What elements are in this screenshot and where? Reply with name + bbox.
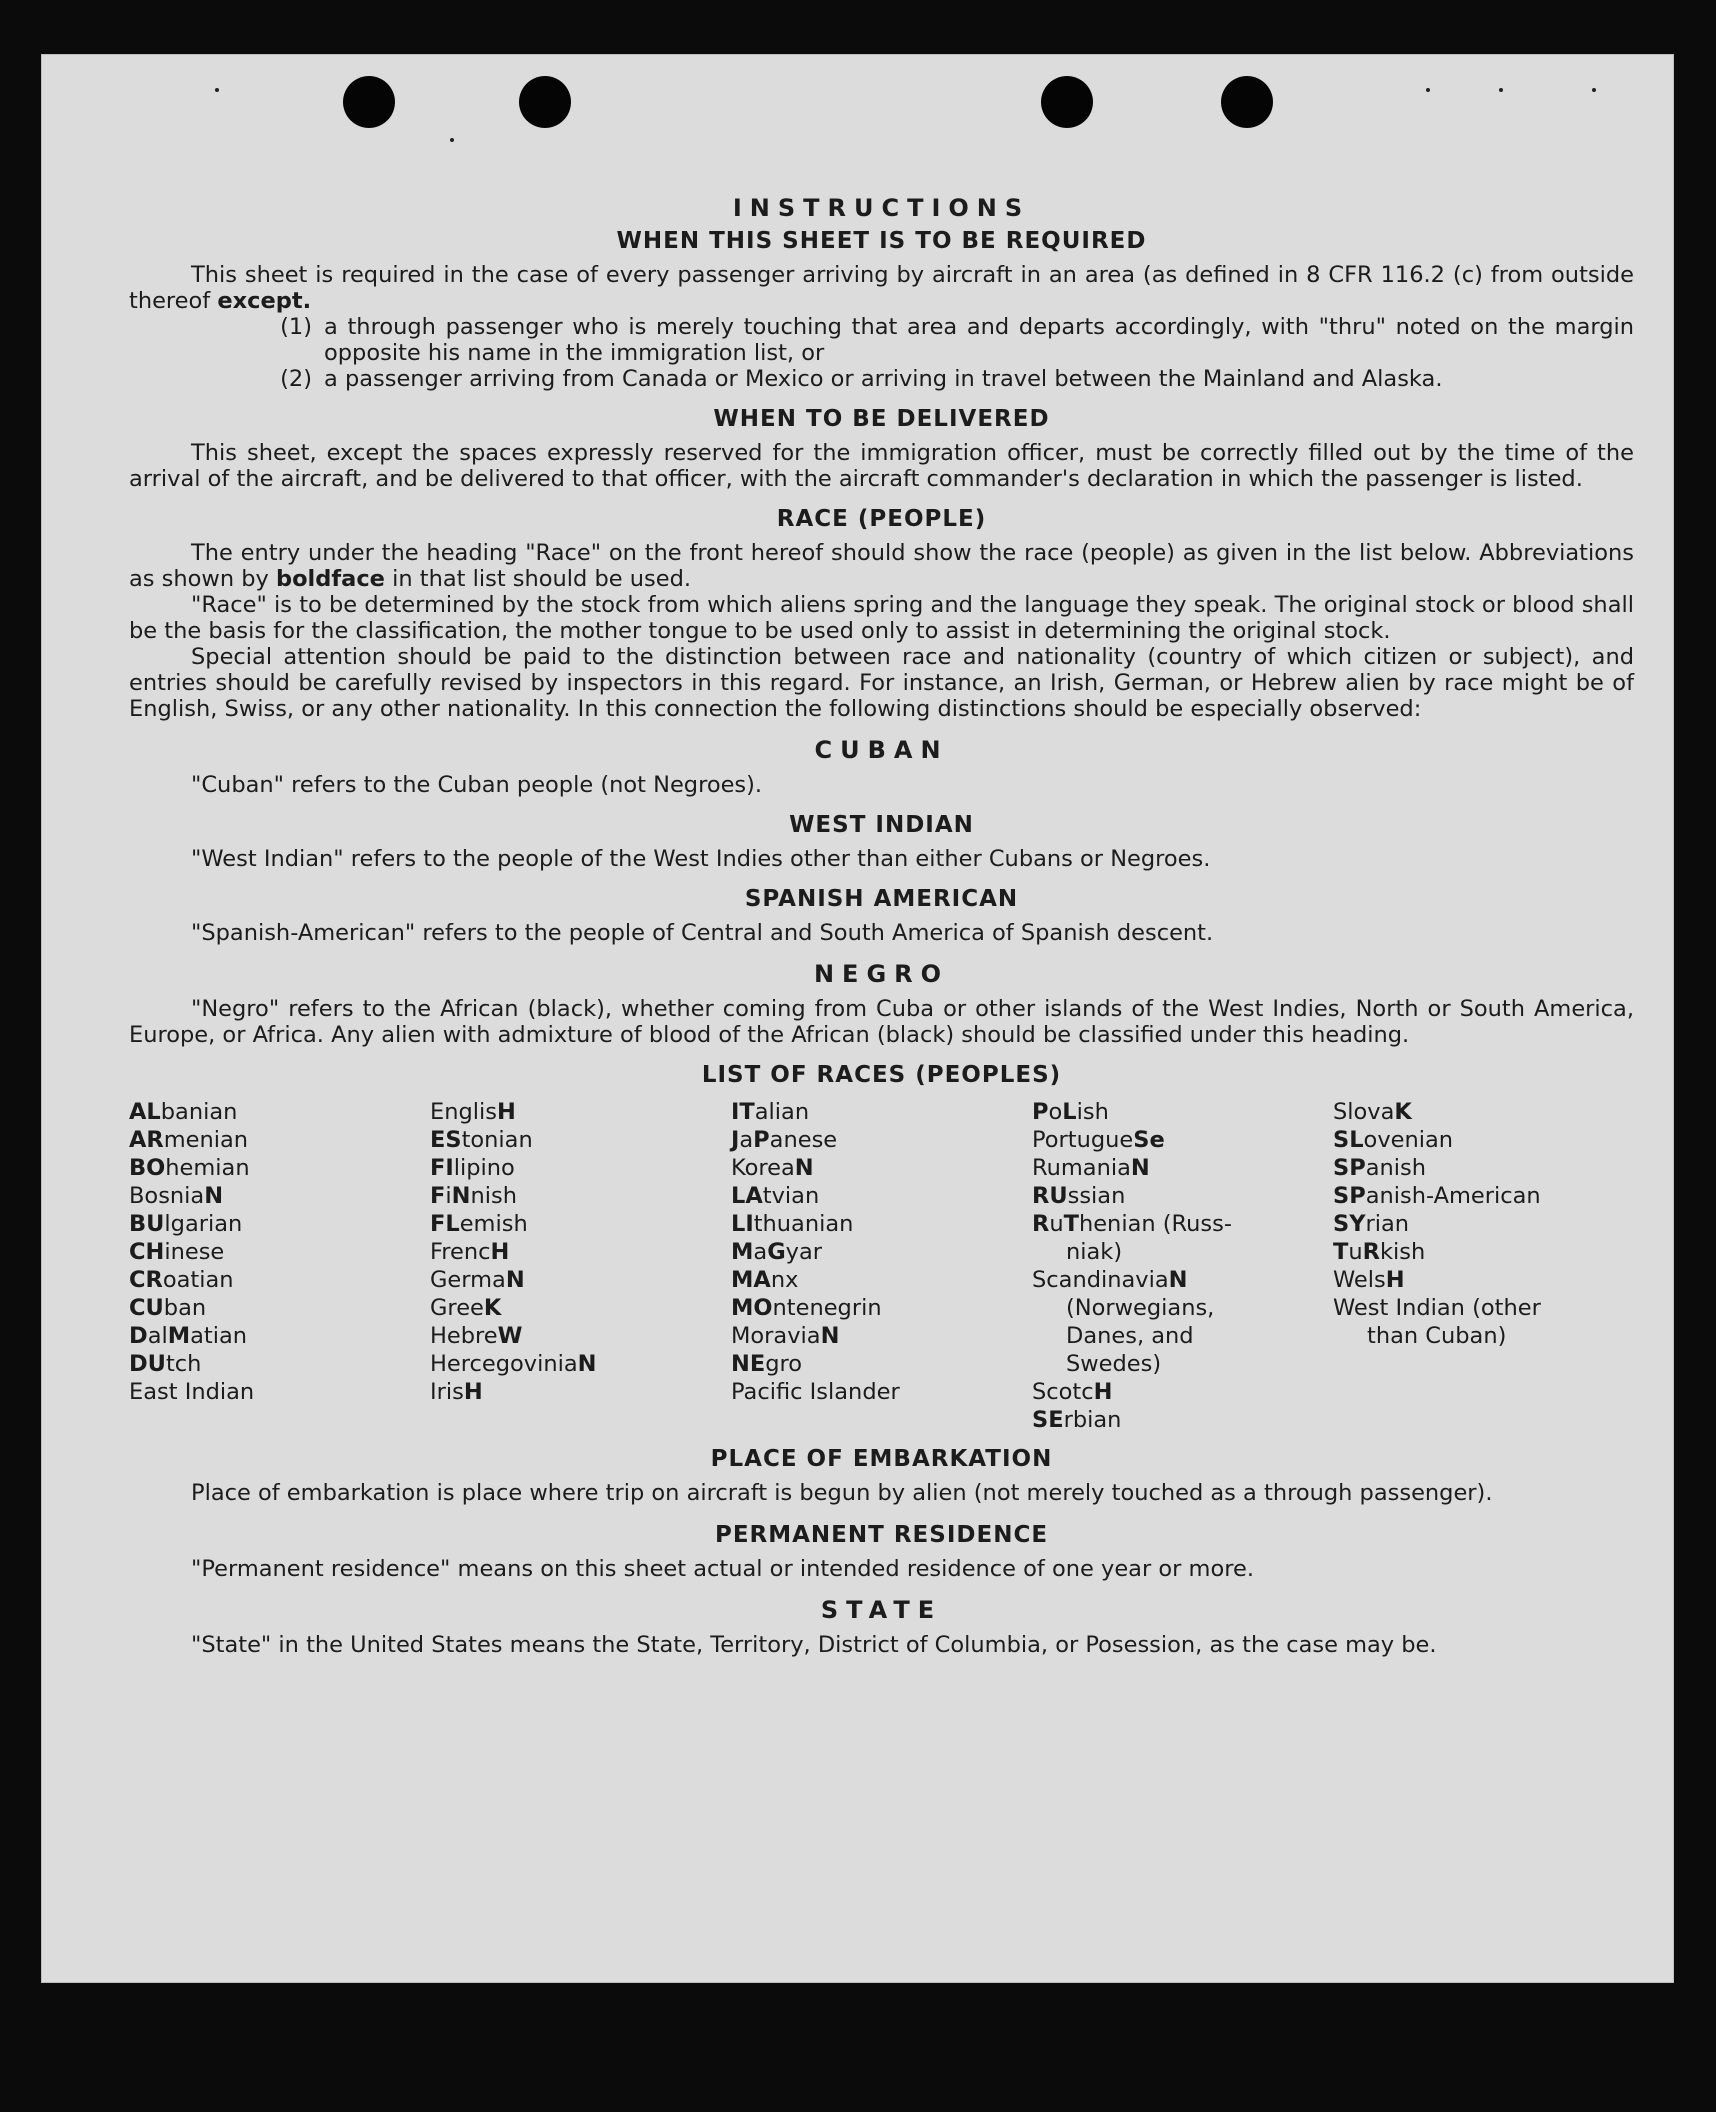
residence-text: "Permanent residence" means on this sheet actual or intended residence of one year or more. [191,1556,1254,1582]
heading-west-indian: WEST INDIAN [789,812,974,838]
race-abbrev: F [430,1183,446,1209]
race-entry [1032,1350,1333,1378]
race-abbrev: N [820,1323,840,1349]
race-entry [430,1378,731,1406]
race-abbrev: W [497,1323,523,1349]
race-entry [1333,1322,1634,1350]
race-abbrev: H [490,1239,510,1265]
item-number: (2) [280,366,312,392]
race-text: hemian [165,1155,250,1181]
race-abbrev: R [1362,1239,1380,1265]
race-entry [731,1266,1032,1294]
race-abbrev: T [1063,1211,1079,1237]
race-abbrev: N [794,1155,814,1181]
race-abbrev: SL [1333,1127,1364,1153]
race-abbrev: R [1032,1211,1050,1237]
race-text: ban [163,1295,207,1321]
race-entry [731,1294,1032,1322]
race-abbrev: LA [731,1183,763,1209]
race-entry [731,1238,1032,1266]
race-text: lipino [453,1155,515,1181]
race-text: emish [459,1211,528,1237]
race-abbrev: CU [129,1295,164,1321]
state-text: "State" in the United States means the State, Territory, District of Columbia, or Posession, as the case may be. [191,1632,1437,1658]
race-abbrev: K [1394,1099,1412,1125]
race-abbrev: CR [129,1267,163,1293]
race-entry [1032,1126,1333,1154]
race-p1-text: The entry under the heading "Race" on the front hereof should show the race (people) as given in the list below. Abbreviations as shown by [129,540,1634,592]
race-abbrev: AL [129,1099,161,1125]
race-entry [129,1210,430,1238]
race-text: Frenc [430,1239,491,1265]
race-entry [129,1182,430,1210]
race-text: Iris [430,1379,464,1405]
race-abbrev: H [1093,1379,1113,1405]
speck [1592,88,1596,92]
race-abbrev: MO [731,1295,773,1321]
race-abbrev: SE [1032,1407,1064,1433]
race-entry [1032,1266,1333,1294]
race-entry [1333,1238,1634,1266]
race-text: rian [1365,1211,1410,1237]
doc-title: INSTRUCTIONS [732,194,1031,222]
race-entry [731,1126,1032,1154]
race-text: anese [769,1127,838,1153]
race-entry [731,1378,1032,1406]
race-abbrev: N [204,1183,224,1209]
race-entry [430,1322,731,1350]
race-p1-bold: boldface [275,566,385,592]
race-abbrev: M [731,1239,754,1265]
race-text: (Norwegians, [1066,1295,1215,1321]
race-entry [1032,1294,1333,1322]
races-column [1333,1098,1634,1434]
race-text: ssian [1067,1183,1126,1209]
races-column [129,1098,430,1434]
race-entry [430,1182,731,1210]
speck [215,88,219,92]
race-abbrev: BU [129,1211,165,1237]
races-column [1032,1098,1333,1434]
race-entry [731,1154,1032,1182]
race-entry [1333,1126,1634,1154]
race-text: alian [754,1099,810,1125]
race-entry [430,1266,731,1294]
race-abbrev: Se [1133,1127,1165,1153]
race-abbrev: P [753,1127,770,1153]
race-abbrev: SP [1333,1155,1366,1181]
race-entry [1333,1266,1634,1294]
speck [1426,88,1430,92]
race-entry [129,1350,430,1378]
race-text: rbian [1063,1407,1122,1433]
race-entry [1032,1098,1333,1126]
race-entry [1032,1182,1333,1210]
punch-hole [1041,76,1093,128]
race-abbrev: M [167,1323,191,1349]
race-text: nx [770,1267,799,1293]
race-abbrev: CH [129,1239,165,1265]
punch-hole [1221,76,1273,128]
punch-hole [519,76,571,128]
race-entry [430,1210,731,1238]
race-abbrev: DU [129,1351,166,1377]
race-text: inese [164,1239,225,1265]
heading-list-of-races: LIST OF RACES (PEOPLES) [701,1062,1062,1088]
race-text: banian [160,1099,238,1125]
required-item [129,314,1634,366]
race-entry [430,1350,731,1378]
race-abbrev: IT [731,1099,755,1125]
race-text: kish [1379,1239,1426,1265]
item-number: (1) [280,314,312,340]
race-abbrev: P [1032,1099,1049,1125]
race-abbrev: G [767,1239,786,1265]
race-text: tvian [762,1183,820,1209]
race-abbrev: D [129,1323,148,1349]
race-abbrev: NE [731,1351,766,1377]
document-sheet [41,54,1674,1983]
race-text: u [1348,1239,1363,1265]
race-entry [129,1266,430,1294]
required-intro-text: This sheet is required in the case of every passenger arriving by aircraft in an area (as defined in 8 CFR 116.2 (c) from outside thereof [129,262,1634,314]
race-text: a [753,1239,768,1265]
race-abbrev: N [1130,1155,1150,1181]
heading-spanish-american: SPANISH AMERICAN [744,886,1019,912]
race-text: anish-American [1365,1183,1541,1209]
race-text: a [739,1127,754,1153]
race-entry [1032,1322,1333,1350]
race-text: anish [1365,1155,1426,1181]
race-entry [1032,1154,1333,1182]
race-text: Korea [731,1155,795,1181]
race-text: lgarian [164,1211,243,1237]
race-text: nish [470,1183,517,1209]
race-text: oatian [162,1267,234,1293]
race-text: o [1048,1099,1063,1125]
race-entry [731,1182,1032,1210]
race-text: than Cuban) [1367,1323,1507,1349]
race-text: Germa [430,1267,506,1293]
race-abbrev: SP [1333,1183,1366,1209]
race-text: gro [765,1351,803,1377]
race-entry [731,1098,1032,1126]
race-text: u [1049,1211,1064,1237]
race-entry [731,1322,1032,1350]
races-column [731,1098,1032,1434]
heading-state: STATE [820,1596,943,1624]
race-text: East Indian [129,1379,255,1405]
race-text: Pacific Islander [731,1379,900,1405]
heading-cuban: CUBAN [814,736,949,764]
race-entry [129,1322,430,1350]
spanish-american-text: "Spanish-American" refers to the people of Central and South America of Spanish descent. [191,920,1214,946]
race-text: Danes, and [1066,1323,1194,1349]
item-text: a passenger arriving from Canada or Mexico or arriving in travel between the Mainland and Alaska. [324,366,1443,392]
embarkation-text: Place of embarkation is place where trip on aircraft is begun by alien (not merely touched as a through passenger). [191,1480,1493,1506]
race-entry [1032,1406,1333,1434]
cuban-text: "Cuban" refers to the Cuban people (not Negroes). [191,772,763,798]
race-entry [1333,1098,1634,1126]
race-text: i [445,1183,452,1209]
races-column [430,1098,731,1434]
race-abbrev: J [731,1127,740,1153]
heading-embarkation: PLACE OF EMBARKATION [710,1446,1053,1472]
race-text: Gree [430,1295,484,1321]
race-abbrev: N [1168,1267,1188,1293]
race-entry [1032,1210,1333,1238]
race-text: niak) [1066,1239,1123,1265]
race-text: Wels [1333,1267,1386,1293]
item-text: a through passenger who is merely touching that area and departs accordingly, with "thru" noted on the margin opposite his name in the immigration list, or [324,314,1634,366]
race-abbrev: BO [129,1155,166,1181]
race-text: menian [163,1127,249,1153]
race-abbrev: K [483,1295,502,1321]
heading-delivered: WHEN TO BE DELIVERED [713,406,1050,432]
required-item [129,366,1634,392]
race-entry [430,1238,731,1266]
race-entry [731,1350,1032,1378]
race-abbrev: SY [1333,1211,1366,1237]
race-text: Hercegovinia [430,1351,578,1377]
race-abbrev: T [1333,1239,1349,1265]
race-text: West Indian (other [1333,1295,1541,1321]
race-paragraph-3: Special attention should be paid to the distinction between race and nationality (country of which citizen or subject), and entries should be carefully revised by inspectors in this regard. For instance, an Irish, German, or Hebrew alien by race might be of English, Swiss, or any other nationality. In this connection the following distinctions should be especially observed: [129,644,1634,722]
required-intro [129,262,1634,314]
document-body [129,194,1634,1658]
race-entry [129,1098,430,1126]
race-text: henian (Russ- [1078,1211,1232,1237]
race-text: ntenegrin [772,1295,882,1321]
race-entry [430,1098,731,1126]
race-entry [129,1294,430,1322]
race-text: ish [1076,1099,1109,1125]
race-abbrev: ES [430,1127,462,1153]
west-indian-text: "West Indian" refers to the people of the West Indies other than either Cubans or Negroes. [191,846,1211,872]
race-text: Moravia [731,1323,821,1349]
race-text: atian [190,1323,248,1349]
race-text: ovenian [1363,1127,1454,1153]
races-list [129,1098,1634,1434]
race-text: Scandinavia [1032,1267,1169,1293]
speck [450,138,454,142]
race-entry [1333,1154,1634,1182]
punch-hole [343,76,395,128]
heading-required: WHEN THIS SHEET IS TO BE REQUIRED [616,228,1147,254]
race-abbrev: LI [731,1211,754,1237]
race-text: Scotc [1032,1379,1094,1405]
race-entry [129,1238,430,1266]
race-text: Rumania [1032,1155,1131,1181]
delivered-text: This sheet, except the spaces expressly reserved for the immigration officer, must be correctly filled out by the time of the arrival of the aircraft, and be delivered to that officer, with the aircraft commander's declaration in which the passenger is listed. [129,440,1634,492]
race-abbrev: FI [430,1155,454,1181]
race-abbrev: H [463,1379,483,1405]
race-paragraph-2: "Race" is to be determined by the stock from which aliens spring and the language they speak. The original stock or blood shall be the basis for the classification, the mother tongue to be used only to assist in determining the original stock. [129,592,1634,644]
race-entry [430,1126,731,1154]
race-text: yar [785,1239,823,1265]
race-p1-text-end: in that list should be used. [392,566,692,592]
race-abbrev: H [1385,1267,1405,1293]
race-abbrev: MA [731,1267,771,1293]
negro-text: "Negro" refers to the African (black), whether coming from Cuba or other islands of the West Indies, North or South America, Europe, or Africa. Any alien with admixture of blood of the African (black) should be classified under this heading. [129,996,1634,1048]
race-text: Bosnia [129,1183,205,1209]
race-entry [731,1210,1032,1238]
race-entry [1032,1238,1333,1266]
race-entry [430,1154,731,1182]
race-entry [129,1154,430,1182]
heading-negro: NEGRO [813,960,950,988]
race-abbrev: FL [430,1211,460,1237]
race-text: Englis [430,1099,497,1125]
required-intro-bold: except. [217,288,312,314]
race-abbrev: N [505,1267,525,1293]
race-text: thuanian [753,1211,854,1237]
race-paragraph-1 [129,540,1634,592]
race-abbrev: N [577,1351,597,1377]
race-text: tch [165,1351,202,1377]
race-abbrev: N [451,1183,471,1209]
race-abbrev: L [1062,1099,1077,1125]
heading-race: RACE (PEOPLE) [776,506,987,532]
speck [1499,88,1503,92]
race-abbrev: H [496,1099,516,1125]
race-text: Swedes) [1066,1351,1162,1377]
race-entry [1333,1294,1634,1322]
race-text: al [147,1323,168,1349]
race-abbrev: RU [1032,1183,1068,1209]
race-entry [129,1126,430,1154]
race-text: Hebre [430,1323,498,1349]
heading-residence: PERMANENT RESIDENCE [714,1522,1049,1548]
race-text: tonian [461,1127,533,1153]
race-entry [1032,1378,1333,1406]
race-entry [1333,1182,1634,1210]
race-abbrev: AR [129,1127,164,1153]
race-entry [129,1378,430,1406]
race-entry [430,1294,731,1322]
race-text: Portugue [1032,1127,1134,1153]
race-entry [1333,1210,1634,1238]
race-text: Slova [1333,1099,1395,1125]
